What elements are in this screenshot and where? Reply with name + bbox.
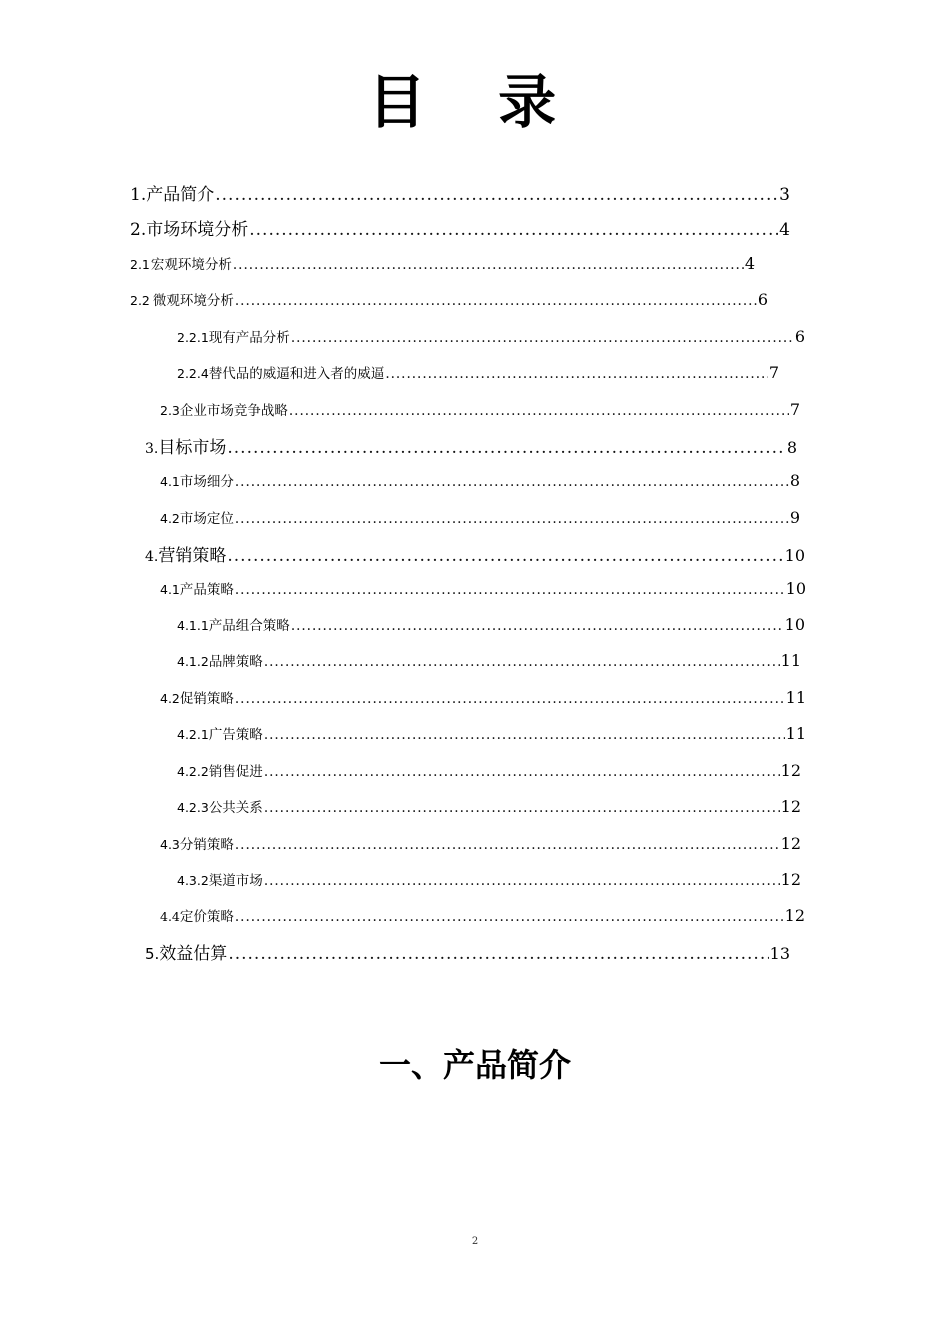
toc-number: 2. [130, 220, 147, 240]
toc-leader [264, 800, 780, 816]
toc-page-number: 12 [780, 761, 801, 780]
toc-label: 分销策略 [179, 837, 234, 853]
toc-number: 4. [145, 549, 159, 565]
toc-number: 4.1 [160, 474, 180, 489]
toc-page-number: 13 [769, 944, 790, 963]
toc-page-number: 11 [785, 724, 806, 743]
toc-entry[interactable] [177, 614, 805, 634]
toc-entry[interactable] [160, 578, 806, 598]
toc-label: 公共关系 [208, 800, 263, 816]
toc-number: 5. [145, 945, 160, 963]
toc-entry[interactable] [160, 905, 805, 925]
toc-number: 4.2.1 [177, 727, 209, 742]
toc-entry[interactable] [160, 687, 806, 707]
toc-entry[interactable] [177, 869, 801, 889]
toc-leader [264, 873, 780, 889]
toc-page-number: 6 [757, 290, 768, 309]
toc-entry[interactable] [177, 362, 779, 382]
toc-leader [235, 474, 789, 490]
toc-label: 销售促进 [208, 764, 263, 780]
toc-leader [235, 691, 785, 707]
toc-label: 替代品的威逼和进入者的威逼 [208, 366, 385, 382]
toc-page-number: 11 [780, 651, 801, 670]
toc-label: 品牌策略 [208, 654, 263, 670]
toc-label: 宏观环境分析 [150, 257, 232, 273]
toc-page-number: 7 [768, 363, 779, 382]
toc-number: 4.3 [160, 837, 180, 852]
toc-page-number: 9 [789, 508, 800, 527]
toc-label: 定价策略 [179, 909, 234, 925]
toc-number: 4.1.2 [177, 654, 209, 669]
toc-label: 产品策略 [179, 582, 234, 598]
toc-leader [227, 438, 785, 458]
toc-page-number: 10 [784, 546, 805, 565]
toc-entry[interactable] [130, 215, 790, 240]
toc-leader [264, 727, 785, 743]
toc-entry[interactable] [130, 289, 768, 309]
toc-label: 市场环境分析 [146, 220, 249, 240]
toc-entry[interactable] [177, 650, 801, 670]
toc-label: 现有产品分析 [208, 330, 290, 346]
toc-leader [235, 293, 757, 309]
toc-number: 4.1.1 [177, 618, 209, 633]
toc-page-number: 3 [779, 185, 790, 205]
toc-page-number: 10 [784, 615, 805, 634]
toc-number: 2.1 [130, 257, 150, 272]
toc-entry[interactable] [177, 796, 801, 816]
toc-leader [289, 403, 789, 419]
toc-leader [227, 546, 783, 566]
toc-label: 目标市场 [158, 438, 227, 458]
toc-page-number: 7 [789, 400, 800, 419]
toc-number: 4.2.2 [177, 764, 209, 779]
page-title: 目 录 [367, 68, 583, 136]
toc-page-number: 6 [794, 327, 805, 346]
toc-label: 营销策略 [158, 546, 227, 566]
toc-leader [264, 764, 780, 780]
section-heading: 一、产品简介 [378, 1046, 571, 1084]
toc-label: 广告策略 [208, 727, 263, 743]
toc-page-number: 12 [780, 797, 801, 816]
toc-leader [291, 618, 784, 634]
toc-entry[interactable] [160, 399, 800, 419]
toc-entry[interactable] [130, 253, 755, 273]
toc-leader [235, 837, 780, 853]
toc-page-number: 11 [785, 688, 806, 707]
toc-page-number: 4 [779, 220, 790, 240]
toc-number: 2.3 [160, 403, 180, 418]
toc-label: 产品简介 [146, 185, 215, 205]
toc-leader [215, 185, 778, 205]
toc-entry[interactable] [160, 833, 801, 853]
toc-leader [291, 330, 794, 346]
toc-entry[interactable] [160, 507, 800, 527]
toc-page-number: 4 [744, 254, 755, 273]
toc-number: 1. [130, 185, 147, 205]
toc-number: 4.2.3 [177, 800, 209, 815]
toc-page-number: 8 [789, 471, 800, 490]
toc-page-number: 12 [780, 870, 801, 889]
toc-entry[interactable] [145, 939, 790, 964]
toc-leader [228, 944, 768, 964]
toc-number: 2.2.1 [177, 330, 209, 345]
toc-number: 4.3.2 [177, 873, 209, 888]
toc-entry[interactable] [177, 326, 805, 346]
toc-entry[interactable] [130, 180, 790, 205]
toc-label: 市场细分 [179, 474, 234, 490]
toc-label: 市场定位 [179, 511, 234, 527]
toc-leader [233, 257, 744, 273]
toc-page-number: 10 [785, 579, 806, 598]
toc-number: 4.2 [160, 511, 180, 526]
toc-number: 2.2.4 [177, 366, 209, 381]
toc-entry[interactable] [145, 541, 805, 566]
toc-label: 产品组合策略 [208, 618, 290, 634]
toc-label: 企业市场竞争战略 [179, 403, 288, 419]
toc-label: 微观环境分析 [152, 293, 234, 309]
toc-number: 4.1 [160, 582, 180, 597]
toc-page-number: 12 [784, 906, 805, 925]
toc-leader [249, 220, 778, 240]
page-number: 2 [471, 1236, 479, 1247]
toc-label: 促销策略 [179, 691, 234, 707]
toc-number: 4.2 [160, 691, 180, 706]
toc-entry[interactable] [177, 723, 806, 743]
toc-page-number: 8 [786, 438, 797, 457]
toc-leader [385, 366, 768, 382]
toc-leader [235, 582, 785, 598]
toc-number: 3. [145, 441, 159, 457]
toc-label: 效益估算 [159, 944, 228, 964]
toc-label: 渠道市场 [208, 873, 263, 889]
toc-entry[interactable] [160, 470, 800, 490]
toc-number: 4.4 [160, 909, 180, 924]
toc-entry[interactable] [177, 760, 801, 780]
toc-entry[interactable] [145, 433, 797, 458]
toc-page-number: 12 [780, 834, 801, 853]
toc-leader [264, 654, 780, 670]
toc-leader [235, 909, 784, 925]
toc-leader [235, 511, 789, 527]
toc-number: 2.2 [130, 293, 150, 308]
